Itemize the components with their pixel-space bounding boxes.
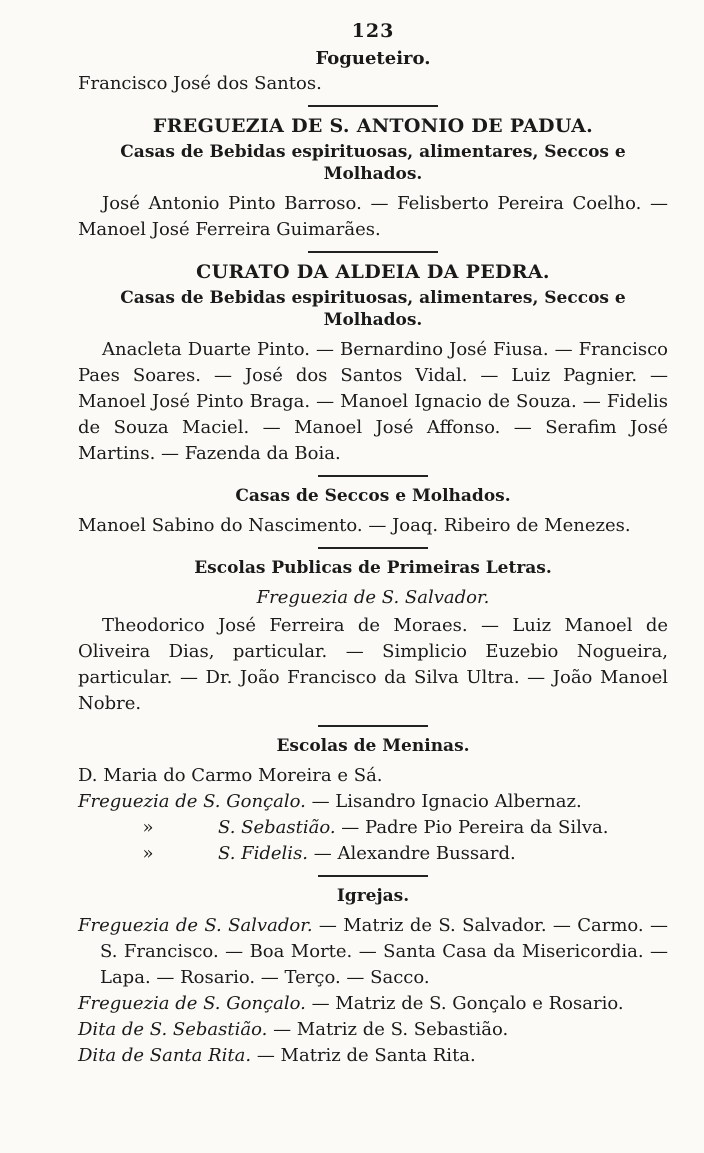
igrejas-entry-3-text: — Matriz de S. Sebastião.: [267, 1019, 509, 1040]
igrejas-entry-4: [78, 1043, 668, 1069]
divider: [318, 547, 428, 549]
igrejas-entry-3-label: Dita de S. Sebastião.: [78, 1019, 268, 1040]
section-heading-seccos: Casas de Seccos e Molhados.: [235, 486, 511, 506]
escolas-text: Theodorico José Ferreira de Moraes. — Luiz Manoel de Oliveira Dias, particular. — Simplicio Euzebio Nogueira, particular. — Dr. João Francisco da Silva Ultra. — João Manoel Nobre.: [78, 615, 668, 714]
fogueteiro-text: Francisco José dos Santos.: [78, 73, 322, 94]
section-heading-freguezia-padua: FREGUEZIA DE S. ANTONIO DE PADUA.: [152, 115, 594, 137]
meninas-line-2-text: — Lisandro Ignacio Albernaz.: [305, 791, 582, 812]
section-heading-escolas: Escolas Publicas de Primeiras Letras.: [194, 558, 552, 578]
divider: [318, 725, 428, 727]
padua-text: José Antonio Pinto Barroso. — Felisberto Pereira Coelho. — Manoel José Ferreira Guimarães.: [78, 193, 668, 240]
igrejas-entry-1-text: — Matriz de S. Salvador. — Carmo. — S. Francisco. — Boa Morte. — Santa Casa da Misericordia. — Lapa. — Rosario. — Terço. — Sacco.: [100, 915, 668, 988]
section-heading-fogueteiro: Fogueteiro.: [315, 48, 431, 69]
igrejas-entry-2-label: Freguezia de S. Gonçalo.: [78, 993, 306, 1014]
section-heading-igrejas: Igrejas.: [336, 886, 410, 906]
meninas-line-3-label: S. Sebastião.: [218, 817, 336, 838]
igrejas-entry-4-label: Dita de Santa Rita.: [78, 1045, 252, 1066]
document-page: [78, 20, 668, 1069]
divider: [308, 251, 438, 253]
meninas-line-3: [78, 815, 668, 841]
seccos-text: Manoel Sabino do Nascimento. — Joaq. Ribeiro de Menezes.: [78, 515, 631, 536]
curato-text: Anacleta Duarte Pinto. — Bernardino José Fiusa. — Francisco Paes Soares. — José dos Santos Vidal. — Luiz Pagnier. — Manoel José Pinto Braga. — Manoel Ignacio de Souza. — Fidelis de Souza Maciel. — Manoel José Affonso. — Serafim José Martins. — Fazenda da Boia.: [78, 339, 668, 464]
meninas-line-2-label: Freguezia de S. Gonçalo.: [78, 791, 306, 812]
divider: [318, 875, 428, 877]
ditto-mark: »: [142, 817, 154, 838]
subheading-padua: Casas de Bebidas espirituosas, alimentares, Seccos e Molhados.: [120, 142, 626, 184]
igrejas-entry-3: [78, 1017, 668, 1043]
meninas-line-4: [78, 841, 668, 867]
section-heading-meninas: Escolas de Meninas.: [276, 736, 470, 756]
meninas-line-2: [78, 789, 668, 815]
meninas-line-3-text: — Padre Pio Pereira da Silva.: [335, 817, 609, 838]
escolas-parish: Freguezia de S. Salvador.: [256, 587, 490, 608]
meninas-line-4-text: — Alexandre Bussard.: [308, 843, 516, 864]
divider: [308, 105, 438, 107]
igrejas-entry-4-text: — Matriz de Santa Rita.: [251, 1045, 476, 1066]
section-heading-curato: CURATO DA ALDEIA DA PEDRA.: [196, 261, 550, 283]
divider: [318, 475, 428, 477]
igrejas-entry-1: [78, 913, 668, 991]
igrejas-entry-1-label: Freguezia de S. Salvador.: [78, 915, 313, 936]
meninas-line-1-text: D. Maria do Carmo Moreira e Sá.: [78, 765, 383, 786]
page-number: 123: [351, 20, 395, 42]
ditto-mark: »: [142, 843, 154, 864]
subheading-curato: Casas de Bebidas espirituosas, alimentares, Seccos e Molhados.: [120, 288, 626, 330]
meninas-line-1: [78, 763, 668, 789]
igrejas-entry-2: [78, 991, 668, 1017]
igrejas-entry-2-text: — Matriz de S. Gonçalo e Rosario.: [305, 993, 624, 1014]
meninas-line-4-label: S. Fidelis.: [218, 843, 309, 864]
